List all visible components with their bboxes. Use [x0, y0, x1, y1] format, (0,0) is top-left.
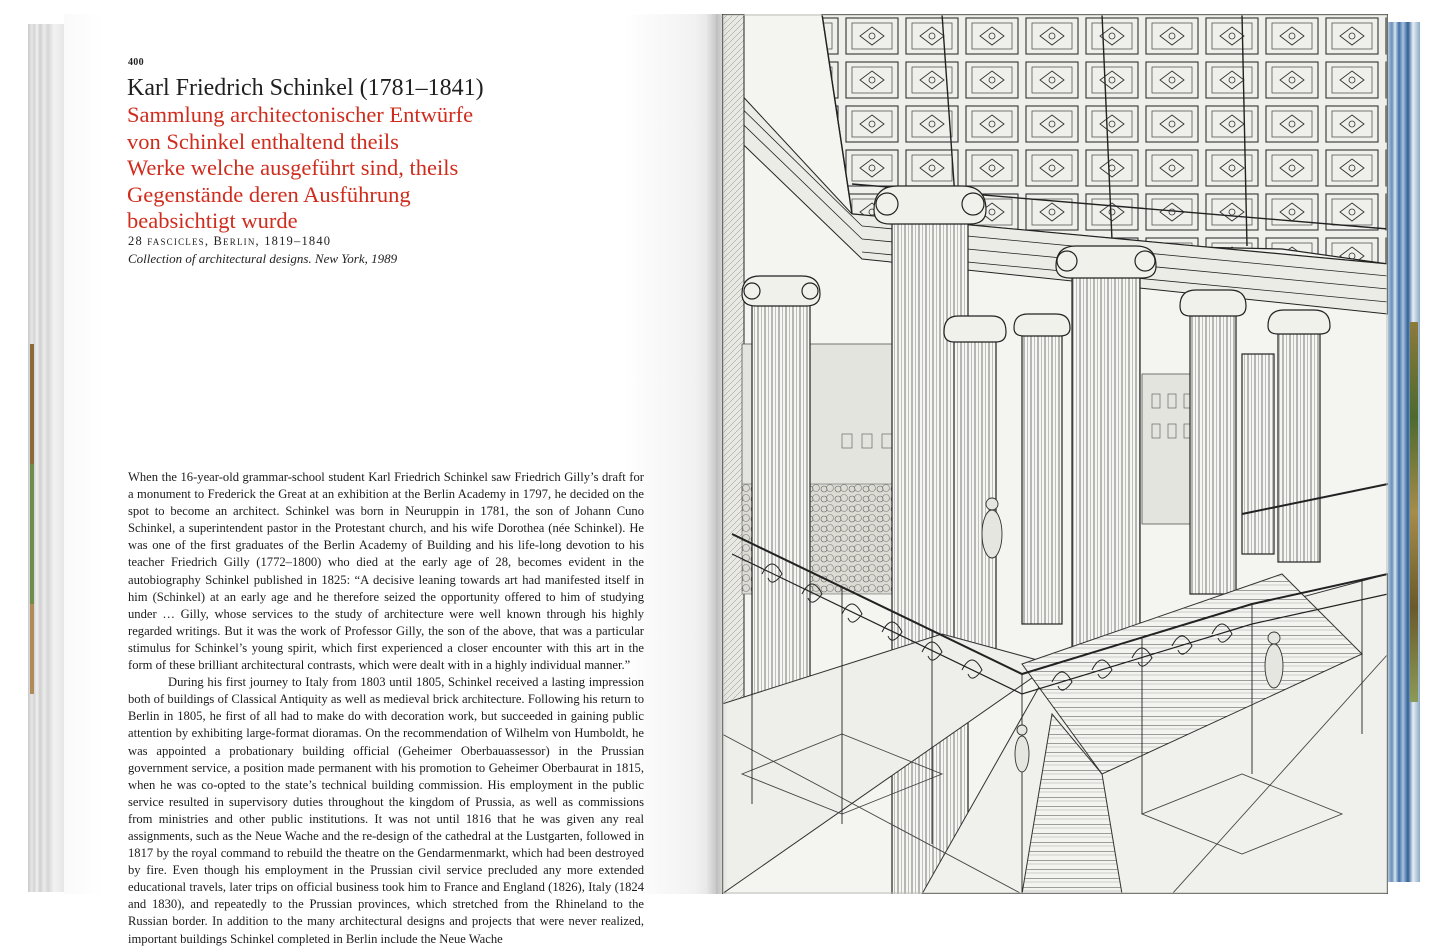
left-edge-color-strip — [30, 464, 34, 604]
right-page-edges — [1386, 22, 1420, 882]
subtitle-line: beabsichtigt wurde — [127, 208, 298, 233]
left-edge-color-strip — [30, 344, 34, 464]
edition-note: Collection of architectural designs. New York, 1989 — [128, 251, 398, 266]
left-page-edges — [28, 24, 64, 892]
left-edge-color-strip — [30, 604, 34, 694]
entry-subtitle — [127, 102, 627, 235]
body-text — [128, 469, 644, 948]
subtitle-line: von Schinkel enthaltend theils — [127, 128, 399, 154]
entry-title: Karl Friedrich Schinkel (1781–1841) — [127, 75, 484, 101]
paragraph: During his first journey to Italy from 1803 until 1805, Schinkel received a lasting impression both of buildings of Classical Antiquity as well as medieval brick architecture. Following his return to Berlin in 1805, he first of all had to make do with decoration work, but succeeded in gaining public attention by exhibiting large-format dioramas. On the recommendation of Wilhelm von Humboldt, he was appointed a probationary building official (Geheimer Oberbauassessor) in the Prussian government service, a position made permanent with his promotion to Geheimer Oberbaurat in 1815, when he was co-opted to the state’s technical building commission. His employment in the public service resulted in supervisory duties throughout the kingdom of Prussia, as well as commissions from ministries and other public institutions. It was not until 1816 that he was given any real assignments, such as the Neue Wache and the re-design of the cathedral at the Lustgarten, followed in 1817 by the royal command to rebuild the theatre on the Gendarmenmarkt, which had been destroyed by fire. Even though his employment in the Prussian civil service precluded any more extended educational travels, later trips on official business took him to France and England (1826), Italy (1824 and 1830), and repeatedly to the Prussian provinces, which stretched from the Rhineland to the Russian border. In addition to the many architectural designs and projects that were never realized, important buildings Schinkel completed in Berlin include the Neue Wache — [128, 675, 644, 946]
subtitle-line: Sammlung architectonischer Entwürfe — [127, 102, 474, 127]
book-gutter-shadow — [706, 14, 728, 894]
subtitle-line: Werke welche ausgeführt sind, theils — [127, 155, 459, 180]
engraving-illustration — [722, 14, 1388, 894]
page-number: 400 — [128, 57, 144, 68]
publication-details: 28 fascicles, Berlin, 1819–1840 — [128, 234, 332, 248]
subtitle-line: Gegenstände deren Ausführung — [127, 181, 411, 207]
paragraph: When the 16-year-old grammar-school student Karl Friedrich Schinkel saw Friedrich Gilly’s draft for a monument to Frederick the Great at an exhibition at the Berlin Academy in 1797, he decided on the spot to become an architect. Schinkel was born in Neuruppin in 1781, the son of Johann Cuno Schinkel, a superintendent pastor in the Protestant church, and his wife Dorothea (née Schinkel). He was one of the first graduates of the Berlin Academy of Building and his life-long devotion to his teacher Friedrich Gilly (1772–1800) who died at the early age of 28, becomes evident in the autobiography Schinkel published in 1825: “A decisive leaning towards art had manifested itself in him (Schinkel) at an early age and he therefore seized the opportunity offered to him of studying under … Gilly, whose services to the study of architecture were well known through his highly regarded writings. But it was the work of Professor Gilly, the son of the above, that was a particular stimulus for Schinkel’s young spirit, which first experienced a closer encounter with this art in the form of these brilliant architectural contrasts, which were dealt with in a highly individual manner.” — [128, 470, 644, 673]
right-edge-color-strip — [1410, 322, 1418, 702]
